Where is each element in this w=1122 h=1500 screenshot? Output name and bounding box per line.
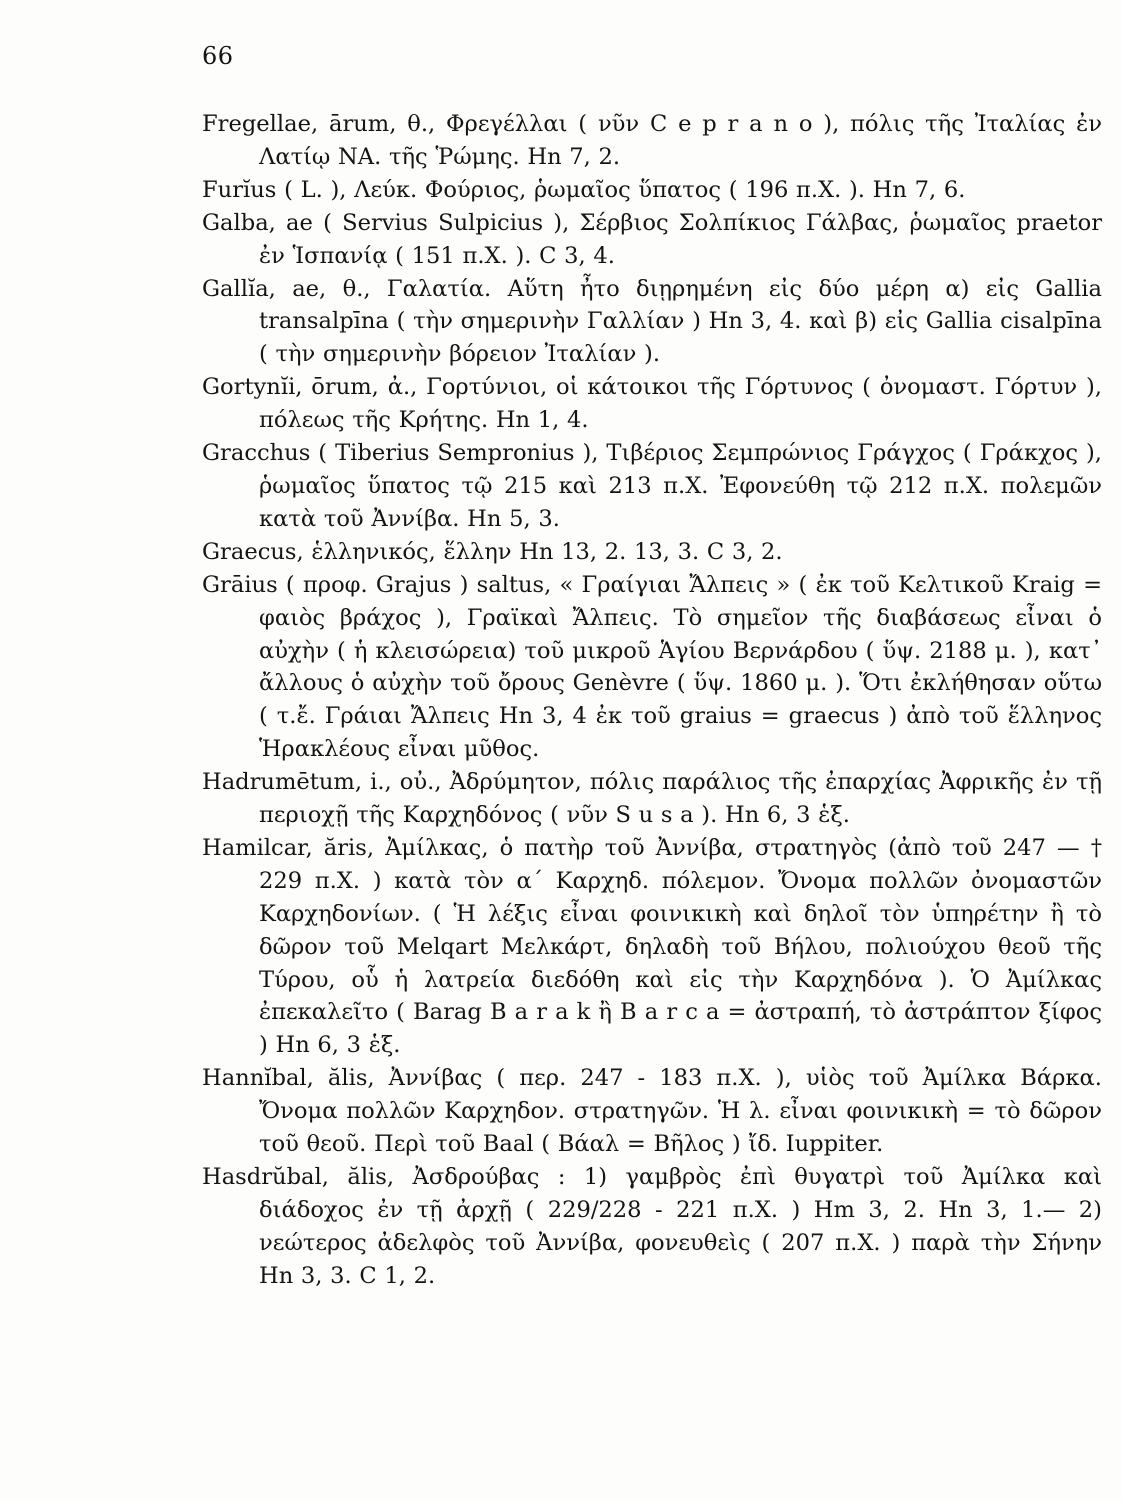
- entry-furius: Furĭus ( L. ), Λεύκ. Φούριος, ῥωμαῖος ὕπατος ( 196 π.Χ. ). Hn 7, 6.: [202, 176, 966, 203]
- entry-hasdrubal: Hasdrŭbal, ălis, Ἀσδρούβας : 1) γαμβρὸς ἐπὶ θυγατρὶ τοῦ Ἀμίλκα καὶ διάδοχος ἐν τῇ ἀρχῇ ( 229/228 - 221 π.Χ. ) Hm 3, 2. Hn 3, 1.— 2) νεώτερος ἀδελφὸς τοῦ Ἀννίβα, φονευθεὶς ( 207 π.Χ. ) παρὰ τὴν Σήνην Hn 3, 3. C 1, 2.: [202, 1164, 1102, 1289]
- entry-gracchus: Gracchus ( Tiberius Sempronius ), Τιβέριος Σεμπρώνιος Γράγχος ( Γράκχος ), ῥωμαῖος ὕπατος τῷ 215 καὶ 213 π.Χ. Ἐφονεύθη τῷ 212 π.Χ. πολεμῶν κατὰ τοῦ Ἀννίβα. Hn 5, 3.: [202, 440, 1102, 532]
- entry-graecus: Graecus, ἑλληνικός, ἕλλην Hn 13, 2. 13, 3. C 3, 2.: [202, 538, 783, 565]
- entry-gortynii: Gortynĭi, ōrum, ἀ., Γορτύνιοι, οἱ κάτοικοι τῆς Γόρτυνος ( ὀνομαστ. Γόρτυν ), πόλεως τῆς Κρήτης. Hn 1, 4.: [202, 374, 1102, 434]
- entry-hamilcar: Hamilcar, ăris, Ἀμίλκας, ὁ πατὴρ τοῦ Ἀννίβα, στρατηγὸς (ἀπὸ τοῦ 247 — † 229 π.Χ. ) κατὰ τὸν α΄ Καρχηδ. πόλεμον. Ὄνομα πολλῶν ὀνομαστῶν Καρχηδονίων. ( Ἡ λέξις εἶναι φοινικικὴ καὶ δηλοῖ τὸν ὑπηρέτην ἢ τὸ δῶρον τοῦ Melqart Μελκάρτ, δηλαδὴ τοῦ Βήλου, πολιούχου θεοῦ τῆς Τύρου, οὗ ἡ λατρεία διεδόθη καὶ εἰς τὴν Καρχηδόνα ). Ὁ Ἀμίλκας ἐπεκαλεῖτο ( Barag B a r a k ἢ B a r c a = ἀστραπή, τὸ ἀστράπτον ξίφος ) Hn 6, 3 ἑξ.: [202, 834, 1102, 1059]
- entry-graius: Grāius ( προφ. Grajus ) saltus, « Γραίγιαι Ἄλπεις » ( ἐκ τοῦ Κελτικοῦ Kraig = φαιὸς βράχος ), Γραϊκαὶ Ἄλπεις. Τὸ σημεῖον τῆς διαβάσεως εἶναι ὁ αὐχὴν ( ἡ κλεισώρεια) τοῦ μικροῦ Ἁγίου Βερνάρδου ( ὕψ. 2188 μ. ), κατ᾽ ἄλλους ὁ αὐχὴν τοῦ ὄρους Genèvre ( ὕψ. 1860 μ. ). Ὅτι ἐκλήθησαν οὕτω ( τ.ἔ. Γράιαι Ἄλπεις Hn 3, 4 ἐκ τοῦ graius = graecus ) ἀπὸ τοῦ ἕλληνος Ἡρακλέους εἶναι μῦθος.: [202, 571, 1102, 763]
- page-number: 66: [202, 42, 234, 70]
- entry-hannibal: Hannĭbal, ălis, Ἀννίβας ( περ. 247 - 183 π.Χ. ), υἱὸς τοῦ Ἀμίλκα Βάρκα. Ὄνομα πολλῶν Καρχηδον. στρατηγῶν. Ἡ λ. εἶναι φοινικικὴ = τὸ δῶρον τοῦ θεοῦ. Περὶ τοῦ Baal ( Βάαλ = Βῆλος ) ἴδ. Iuppiter.: [202, 1065, 1102, 1158]
- glossary-entries: [202, 108, 1102, 1293]
- entry-galba: Galba, ae ( Servius Sulpicius ), Σέρβιος Σολπίκιος Γάλβας, ῥωμαῖος praetor ἐν Ἱσπανίᾳ ( 151 π.Χ. ). C 3, 4.: [202, 209, 1102, 269]
- entry-fregellae: Fregellae, ārum, θ., Φρεγέλλαι ( νῦν C e p r a n o ), πόλις τῆς Ἰταλίας ἐν Λατίῳ ΝΑ. τῆς Ῥώμης. Hn 7, 2.: [202, 111, 1102, 170]
- entry-hadrumetum: Hadrumētum, i., οὐ., Ἀδρύμητον, πόλις παράλιος τῆς ἐπαρχίας Ἀφρικῆς ἐν τῇ περιοχῇ τῆς Καρχηδόνος ( νῦν S u s a ). Hn 6, 3 ἑξ.: [202, 769, 1102, 829]
- entry-gallia: Gallĭa, ae, θ., Γαλατία. Αὕτη ἦτο διῃρημένη εἰς δύο μέρη α) εἰς Gallia transalpīna ( τὴν σημερινὴν Γαλλίαν ) Hn 3, 4. καὶ β) εἰς Gallia cisalpīna ( τὴν σημερινὴν βόρειον Ἰταλίαν ).: [202, 275, 1102, 368]
